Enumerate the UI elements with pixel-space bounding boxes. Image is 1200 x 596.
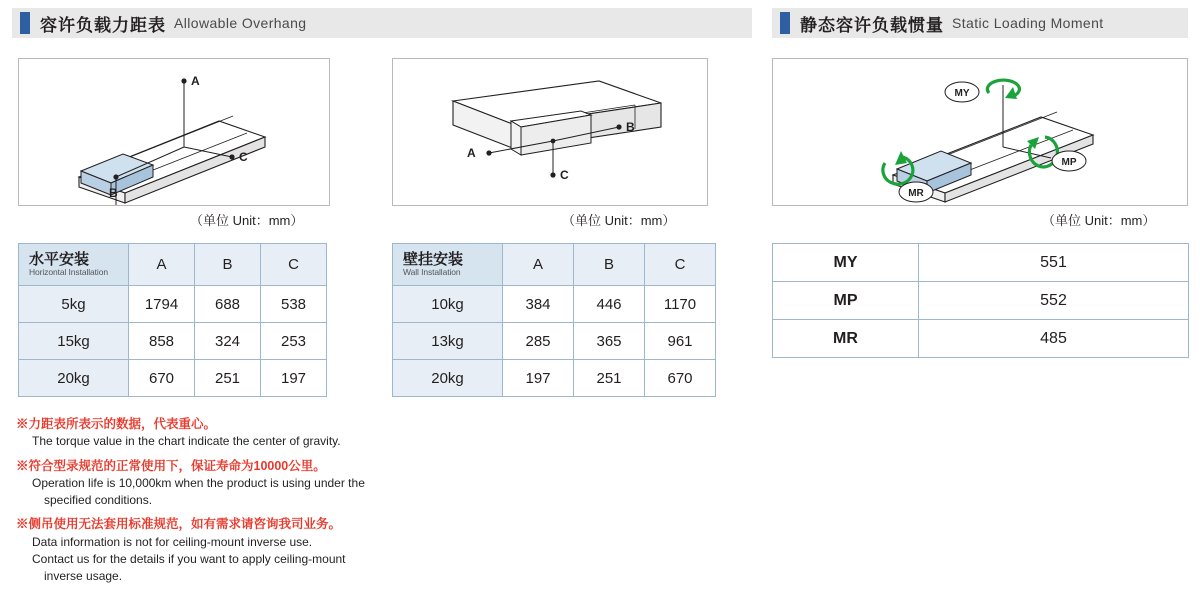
wall-mount-actuator-diagram <box>393 59 707 205</box>
section-title-cn: 静态容许负载惯量 <box>800 15 944 35</box>
column-header-c: C <box>261 244 327 286</box>
cell-a: 285 <box>503 323 574 360</box>
section-title-en: Static Loading Moment <box>952 15 1104 31</box>
figure-wall-installation <box>392 58 708 206</box>
svg-text:MY: MY <box>954 88 970 99</box>
row-load: 20kg <box>19 360 129 397</box>
cell-c: 538 <box>261 286 327 323</box>
row-load: 13kg <box>393 323 503 360</box>
column-header-b: B <box>574 244 645 286</box>
note-2-en-line-2: specified conditions. <box>44 493 153 508</box>
cell-a: 384 <box>503 286 574 323</box>
moment-key: MR <box>773 320 919 358</box>
unit-note-fig1: （单位 Unit：mm） <box>190 213 304 228</box>
section-title-en: Allowable Overhang <box>174 15 307 31</box>
row-load: 10kg <box>393 286 503 323</box>
figure-static-loading-moment <box>772 58 1188 206</box>
table-header-row <box>393 244 716 286</box>
section-title-cn: 容许负载力距表 <box>40 15 166 35</box>
cell-c: 197 <box>261 360 327 397</box>
cell-a: 858 <box>129 323 195 360</box>
cell-a: 670 <box>129 360 195 397</box>
svg-text:MP: MP <box>1061 157 1077 168</box>
svg-text:A: A <box>191 74 200 88</box>
table-static-loading-moment <box>772 243 1189 358</box>
accent-bar-icon <box>20 12 30 34</box>
unit-note-fig2: （单位 Unit：mm） <box>562 213 676 228</box>
unit-note-fig3: （单位 Unit：mm） <box>1042 213 1156 228</box>
table-title-en: Horizontal Installation <box>29 267 108 278</box>
table-row <box>393 286 716 323</box>
row-load: 15kg <box>19 323 129 360</box>
table-row <box>773 282 1189 320</box>
section-header-static-loading-moment <box>772 8 1188 38</box>
table-row <box>393 360 716 397</box>
table-row <box>19 286 327 323</box>
note-1-cn: ※力距表所表示的数据，代表重心。 <box>16 417 217 431</box>
note-3-cn: ※侧吊使用无法套用标准规范，如有需求请咨询我司业务。 <box>16 517 342 532</box>
cell-b: 365 <box>574 323 645 360</box>
table-title-cn: 壁挂安装 <box>403 250 464 268</box>
table-row <box>19 323 327 360</box>
svg-text:MR: MR <box>908 188 924 199</box>
column-header-b: B <box>195 244 261 286</box>
horizontal-actuator-diagram <box>19 59 329 205</box>
moment-axes-diagram <box>773 59 1187 205</box>
table-horizontal-installation <box>18 243 327 397</box>
note-2-en-line-1: Operation life is 10,000km when the product is using under the <box>32 475 365 490</box>
table-row <box>773 244 1189 282</box>
svg-text:A: A <box>467 146 476 160</box>
table-wall-installation <box>392 243 716 397</box>
svg-text:C: C <box>239 150 248 164</box>
note-2-cn: ※符合型录规范的正常使用下，保证寿命为10000公里。 <box>16 458 326 473</box>
table-row <box>773 320 1189 358</box>
figure-horizontal-installation <box>18 58 330 206</box>
notes-block <box>16 415 576 586</box>
section-header-allowable-overhang <box>12 8 752 38</box>
note-3-en-line-2: Contact us for the details if you want to apply ceiling-mount <box>32 551 346 566</box>
table-title-cell <box>19 244 129 286</box>
table-row <box>393 323 716 360</box>
svg-text:B: B <box>626 120 635 134</box>
note-1-en-line-1: The torque value in the chart indicate the center of gravity. <box>32 434 341 449</box>
moment-value: 551 <box>919 244 1189 282</box>
cell-c: 961 <box>645 323 716 360</box>
moment-key: MP <box>773 282 919 320</box>
note-3-en-line-3: inverse usage. <box>44 569 123 584</box>
accent-bar-icon <box>780 12 790 34</box>
cell-c: 670 <box>645 360 716 397</box>
table-title-cn: 水平安装 <box>29 250 90 268</box>
cell-b: 688 <box>195 286 261 323</box>
table-row <box>19 360 327 397</box>
cell-b: 251 <box>574 360 645 397</box>
moment-value: 485 <box>919 320 1189 358</box>
cell-b: 251 <box>195 360 261 397</box>
cell-a: 197 <box>503 360 574 397</box>
column-header-c: C <box>645 244 716 286</box>
row-load: 5kg <box>19 286 129 323</box>
row-load: 20kg <box>393 360 503 397</box>
column-header-a: A <box>503 244 574 286</box>
column-header-a: A <box>129 244 195 286</box>
svg-text:B: B <box>109 186 118 200</box>
moment-value: 552 <box>919 282 1189 320</box>
cell-a: 1794 <box>129 286 195 323</box>
note-3-en-line-1: Data information is not for ceiling-mount inverse use. <box>32 534 313 549</box>
cell-c: 253 <box>261 323 327 360</box>
table-title-cell <box>393 244 503 286</box>
cell-b: 324 <box>195 323 261 360</box>
cell-b: 446 <box>574 286 645 323</box>
table-title-en: Wall Installation <box>403 267 461 278</box>
table-header-row <box>19 244 327 286</box>
moment-key: MY <box>773 244 919 282</box>
svg-text:C: C <box>560 168 569 182</box>
cell-c: 1170 <box>645 286 716 323</box>
